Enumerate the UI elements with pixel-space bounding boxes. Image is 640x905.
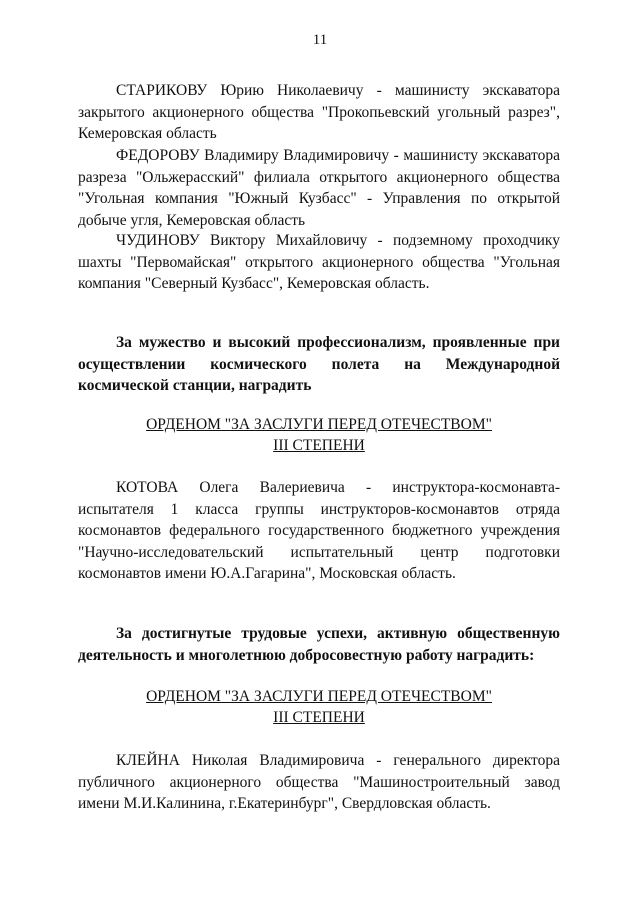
section1-order-degree: III СТЕПЕНИ	[273, 437, 365, 454]
section1-order-title: ОРДЕНОМ "ЗА ЗАСЛУГИ ПЕРЕД ОТЕЧЕСТВОМ"	[146, 416, 492, 433]
section1-heading: За мужество и высокий профессионализм, проявленные при осуществлении космического полета на Международной космической станции, наградить	[78, 334, 560, 394]
section2-heading: За достигнутые трудовые успехи, активную общественную деятельность и многолетнюю добросовестную работу наградить:	[78, 625, 560, 664]
recipient-kotov: КОТОВА Олега Валериевича - инструктора-космонавта-испытателя 1 класса группы инструкторов-космонавтов отряда космонавтов федерального государственного бюджетного учреждения "Научно-исследовательский испытательный центр подготовки космонавтов имени Ю.А.Гагарина", Московская область.	[78, 479, 560, 582]
section2-order-title: ОРДЕНОМ "ЗА ЗАСЛУГИ ПЕРЕД ОТЕЧЕСТВОМ"	[146, 688, 492, 705]
recipient-starikov: СТАРИКОВУ Юрию Николаевичу - машинисту экскаватора закрытого акционерного общества "Прокопьевский угольный разрез", Кемеровская область	[78, 82, 560, 142]
section2-order-degree: III СТЕПЕНИ	[273, 709, 365, 726]
recipient-kleyn: КЛЕЙНА Николая Владимировича - генерального директора публичного акционерного общества "Машиностроительный завод имени М.И.Калинина, г.Екатеринбург", Свердловская область.	[78, 752, 560, 812]
recipient-chudinov: ЧУДИНОВУ Виктору Михайловичу - подземному проходчику шахты "Первомайская" открытого акционерного общества "Угольная компания "Северный Кузбасс", Кемеровская область.	[78, 232, 560, 292]
recipient-fedorov: ФЕДОРОВУ Владимиру Владимировичу - машинисту экскаватора разреза "Ольжерасский" филиала открытого акционерного общества "Угольная компания "Южный Кузбасс" - Управления по открытой добыче угля, Кемеровская область	[78, 147, 560, 229]
page-number: 11	[312, 32, 328, 48]
